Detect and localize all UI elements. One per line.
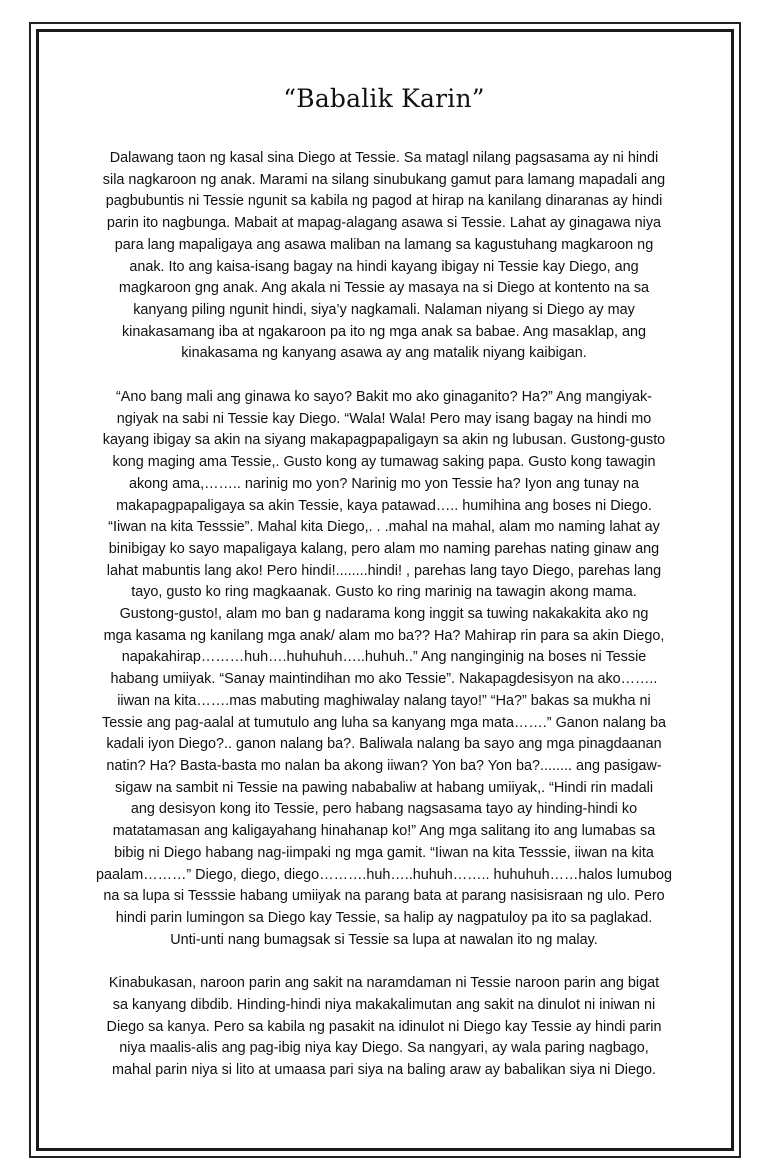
text-line: bibig ni Diego habang nag-iimpaki ng mga gamit. “Iiwan na kita Tesssie, iiwan na kita xyxy=(114,844,654,861)
text-line: “Iiwan na kita Tesssie”. Mahal kita Diego,. . .mahal na mahal, alam mo naming lahat ay xyxy=(108,519,660,536)
text-line: sigaw na sambit ni Tessie na pawing nababaliw at habang umiiyak,. “Hindi rin madali xyxy=(114,779,654,796)
text-line: makapagpapaligaya sa akin Tessie, kaya patawad….. humihina ang boses ni Diego. xyxy=(116,497,652,514)
text-line: natin? Ha? Basta-basta mo nalan ba akong iiwan? Yon ba? Yon ba?........ ang pasigaw- xyxy=(106,757,662,774)
text-line: matatamasan ang kaligayahang hinahanap ko!” Ang mga salitang ito ang lumabas sa xyxy=(112,823,656,840)
text-line: mahal parin niya si lito at umaasa pari siya na baling araw ay babalikan siya ni Diego. xyxy=(112,1062,656,1079)
text-line: magkaroon gng anak. Ang akala ni Tessie ay masaya na si Diego at kontento na sa xyxy=(118,280,650,297)
text-line: binibigay ko sayo mapaligaya kalang, pero alam mo naming parehas nating ginaw ang xyxy=(108,540,660,557)
text-line: na sa lupa si Tesssie habang umiiyak na parang bata at parang nasisisraan ng ulo. Pero xyxy=(103,888,665,905)
text-line: Gustong-gusto!, alam mo ban g nadarama kong inggit sa tuwing nakakakita ako ng xyxy=(119,606,649,623)
text-line: Kinabukasan, naroon parin ang sakit na naramdaman ni Tessie naroon parin ang bigat xyxy=(108,975,660,992)
story-paragraph-3 xyxy=(83,973,685,1082)
text-line: lahat mabuntis lang ako! Pero hindi!........hindi! , parehas lang tayo Diego, parehas lang xyxy=(106,562,662,579)
text-line: niya maalis-alis ang pag-ibig niya kay Diego. Sa nangyari, ay wala paring nagbago, xyxy=(119,1040,649,1057)
text-line: ang desisyon kong ito Tessie, pero habang nagsasama tayo ay hinding-hindi ko xyxy=(130,801,638,818)
text-line: Tessie ang pag-aalal at tumutulo ang luha sa kanyang mga mata…….” Ganon nalang ba xyxy=(102,714,666,731)
story-paragraph-1 xyxy=(83,148,685,365)
text-line: kayang ibigay sa akin na siyang makapagpapaligayn sa akin ng lubusan. Gustong-gusto xyxy=(102,432,666,449)
text-line: sa kanyang dibdib. Hinding-hindi niya makakalimutan ang sakit na dinulot ni iniwan ni xyxy=(112,997,656,1014)
text-line: mga kasama ng kanilang mga anak/ alam mo ba?? Ha? Mahirap rin para sa akin Diego, xyxy=(103,627,665,644)
story-paragraph-2 xyxy=(83,387,685,951)
text-line: kanyang piling ngunit hindi, siya’y nagkamali. Nalaman niyang si Diego ay may xyxy=(133,301,635,318)
text-line: tayo, gusto ko ring magkaanak. Gusto ko ring marinig na tawagin akong mama. xyxy=(131,584,637,601)
text-line: pagbubuntis ni Tessie ngunit sa kabila ng pagod at hirap na kanilang dinaranas ay hindi xyxy=(105,193,663,210)
text-line: hindi parin lumingon sa Diego kay Tessie, sa halip ay nagpatuloy pa ito sa paglakad. xyxy=(115,909,653,926)
text-line: habang umiiyak. “Sanay maintindihan mo ako Tessie”. Nakapagdesisyon na ako…….. xyxy=(110,671,658,688)
text-line: parin ito nagbunga. Mabait at mapag-alagang asawa si Tessie. Lahat ay ginagawa niya xyxy=(106,215,662,232)
text-line: kadali iyon Diego?.. ganon nalang ba?. Baliwala nalang ba sayo ang mga pinagdaanan xyxy=(106,736,662,753)
story-title: “Babalik Karin” xyxy=(283,84,485,113)
text-line: Unti-unti nang bumagsak si Tessie sa lupa at nawalan ito ng malay. xyxy=(170,931,598,948)
text-line: “Ano bang mali ang ginawa ko sayo? Bakit mo ako ginaganito? Ha?” Ang mangiyak- xyxy=(116,389,652,406)
text-line: para lang mapaligaya ang asawa maliban na lamang sa kagustuhang magkaroon ng xyxy=(114,236,654,253)
text-line: iiwan na kita…….mas mabuting maghiwalay nalang tayo!” “Ha?” bakas sa mukha ni xyxy=(117,692,651,709)
text-line: sila nagkaroon ng anak. Marami na silang sinubukang gamut para lamang mapadali ang xyxy=(102,171,666,188)
text-line: kinakasamang iba at ngakaroon pa ito ng mga anak sa babae. Ang masaklap, ang xyxy=(121,323,647,340)
text-line: kinakasama ng kanyang asawa ay ang matalik niyang kaibigan. xyxy=(181,345,587,362)
text-line: paalam………” Diego, diego, diego……….huh…..huhuh…….. huhuhuh……halos lumubog xyxy=(96,866,672,883)
text-line: anak. Ito ang kaisa-isang bagay na hindi kayang ibigay ni Tessie kay Diego, ang xyxy=(129,258,639,275)
text-line: napakahirap………huh….huhuhuh…..huhuh..” Ang nanginginig na boses ni Tessie xyxy=(121,649,647,666)
text-line: kong maging ama Tessie,. Gusto kong ay tumawag saking papa. Gusto kong tawagin xyxy=(112,454,656,471)
text-line: Diego sa kanya. Pero sa kabila ng pasakit na idinulot ni Diego kay Tessie ay hindi parin xyxy=(106,1018,662,1035)
story-body xyxy=(83,148,685,1104)
text-line: akong ama,…….. narinig mo yon? Narinig mo yon Tessie ha? Iyon ang tunay na xyxy=(128,475,640,492)
text-line: Dalawang taon ng kasal sina Diego at Tessie. Sa matagl nilang pagsasama ay ni hindi xyxy=(109,150,659,166)
text-line: ngiyak na sabi ni Tessie kay Diego. “Wala! Wala! Pero may isang bagay na hindi mo xyxy=(116,410,652,427)
